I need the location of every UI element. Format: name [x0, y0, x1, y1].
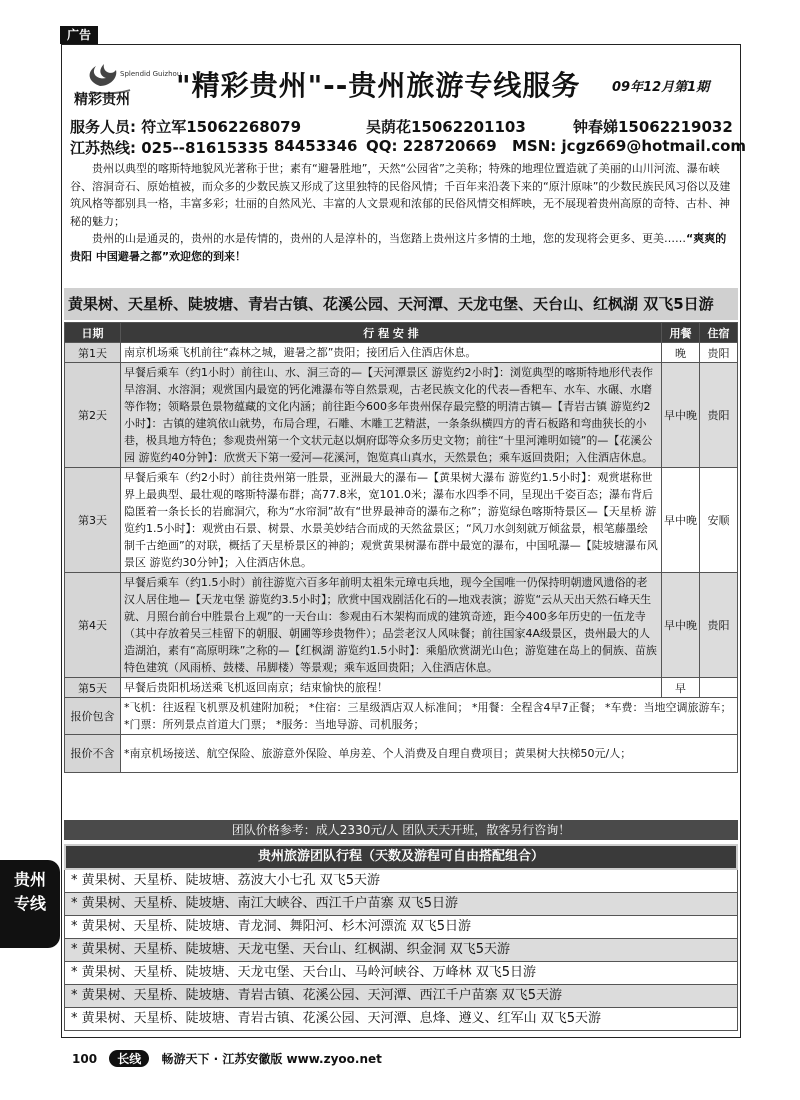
tour-list-heading: 贵州旅游团队行程（天数及游程可自由搭配组合）	[64, 844, 738, 870]
day-cell: 第1天	[65, 343, 121, 363]
meal-cell: 晚	[662, 343, 700, 363]
section-side-tab	[0, 860, 60, 948]
footer-text: 畅游天下 · 江苏安徽版 www.zyoo.net	[161, 1052, 382, 1066]
list-item: * 黄果树、天星桥、陡坡塘、青岩古镇、花溪公园、天河潭、西江千户苗寨 双飞5天游	[64, 985, 738, 1008]
page-title: "精彩贵州"--贵州旅游专线服务	[176, 69, 581, 102]
list-item: * 黄果树、天星桥、陡坡塘、天龙屯堡、天台山、红枫湖、织金洞 双飞5天游	[64, 939, 738, 962]
price-exclude-row	[65, 735, 738, 773]
header-plan: 行 程 安 排	[121, 323, 662, 343]
stay-cell	[700, 678, 738, 698]
qq-label: QQ:	[366, 137, 398, 155]
footer	[72, 1050, 382, 1067]
logo-subtext: Splendid Guizhou	[120, 70, 182, 78]
list-item: * 黄果树、天星桥、陡坡塘、青岩古镇、花溪公园、天河潭、息烽、遵义、红军山 双飞5天游	[64, 1008, 738, 1031]
stay-cell: 贵阳	[700, 343, 738, 363]
header-day: 日期	[65, 323, 121, 343]
ad-tag: 广告	[60, 26, 98, 44]
intro-paragraph-2	[70, 230, 734, 265]
contact-staff-row	[70, 116, 301, 137]
plan-cell: 早餐后贵阳机场送乘飞机返回南京；结束愉快的旅程！	[121, 678, 662, 698]
hotline-1: 025--81615335	[141, 139, 269, 157]
msn-label: MSN:	[512, 137, 557, 155]
stay-cell: 安顺	[700, 468, 738, 573]
table-row	[65, 573, 738, 678]
issue-label: 09年12月第1期	[612, 80, 710, 95]
stay-cell: 贵阳	[700, 363, 738, 468]
meal-cell: 早	[662, 678, 700, 698]
list-item: * 黄果树、天星桥、陡坡塘、南江大峡谷、西江千户苗寨 双飞5日游	[64, 893, 738, 916]
list-item: * 黄果树、天星桥、陡坡塘、青龙洞、舞阳河、杉木河漂流 双飞5日游	[64, 916, 738, 939]
plan-cell: 早餐后乘车（约2小时）前往贵州第一胜景，亚洲最大的瀑布—【黄果树大瀑布 游览约1.5小时】：观赏堪称世界上最典型、最壮观的喀斯特瀑布群；高77.8米，宽101.0米；瀑布水四季不同，呈现出千姿百态；瀑布背后隐匿着一条长长的岩廊洞穴，称为“水帘洞”故有“世界最神奇的瀑布之称”；游览绿色喀斯特景区—【天星桥 游览约1.5小时】：观赏由石景、树景、水景美妙结合而成的天然盆景区；“风刀水剑刻就万倾盆景，根笔藤墨绘制千古绝画”的对联，概括了天星桥景区的神韵；观赏黄果树瀑布群中最宽的瀑布，中国吼瀑—【陡坡塘瀑布风景区 游览约30分钟】；入住酒店休息。	[121, 468, 662, 573]
day-cell: 第5天	[65, 678, 121, 698]
meal-cell: 早中晚	[662, 468, 700, 573]
day-cell: 第2天	[65, 363, 121, 468]
qq-value: 228720669	[402, 137, 497, 155]
intro-text	[70, 160, 734, 265]
intro-slogan: “爽爽的贵阳 中国避暑之都”	[70, 232, 727, 263]
day-cell: 第4天	[65, 573, 121, 678]
msn-row	[512, 137, 746, 155]
staff-3: 钟春娣15062219032	[573, 118, 733, 136]
plan-cell: 早餐后乘车（约1小时）前往山、水、洞三奇的—【天河潭景区 游览约2小时】：浏览典型的喀斯特地形代表作旱溶洞、水溶洞；观赏国内最宽的钙化滩瀑布等自然景观，古老民族文化的代表—香粑车、水车、水碾、水磨等作物；领略景色景物蕴藏的文化内涵；前往距今600多年贵州保存最完整的明清古镇—【青岩古镇 游览约2小时】：古镇的建筑依山就势，布局合理，石雕、木雕工艺精湛，一条条纵横四方的青石板路和弯曲狭长的小巷，极具地方特色；参观贵州第一个文状元赵以炯府邸等众多历史文物；前往“十里河滩明如镜”的—【花溪公园 游览约40分钟】：欣赏天下第一爱河—花溪河，饱览真山真水，天然景色；乘车返回贵阳；入住酒店休息。	[121, 363, 662, 468]
plan-cell: 早餐后乘车（约1.5小时）前往游览六百多年前明太祖朱元璋屯兵地，现今全国唯一仍保持明朝遗风遗俗的老汉人居住地—【天龙屯堡 游览约3.5小时】；欣赏中国戏剧活化石的—地戏表演；游览“云从天出天然石峰天生就、月照台前台中胜景台上观”的一天台山：参观由石木架构而成的建筑奇迹，距今400多年历史的一伍龙寺（其中存放着吴三桂留下的朝服、朝圃等珍贵物件）；品尝老汉人风味餐；前往国家4A级景区，贵州最大的人造湖泊，素有“高原明珠”之称的—【红枫湖 游览约1.5小时】：乘船欣赏湖光山色；游览建在岛上的侗族、苗族特色建筑（风雨桥、鼓楼、吊脚楼）等景观；乘车返回贵阳；入住酒店休息。	[121, 573, 662, 678]
side-tab-line-2: 专线	[13, 894, 46, 913]
hotline-2: 84453346	[274, 137, 358, 155]
intro-paragraph-1: 贵州以典型的喀斯特地貌风光著称于世；素有“避暑胜地”，天然“公园省”之美称；特殊的地理位置造就了美丽的山川河流、瀑布峡谷、溶洞奇石、原始植被，而众多的少数民族又形成了这里独特的民俗风情；千百年来沿袭下来的“原汁原味”的少数民族民风习俗以及建筑风格等都别具一格，丰富多彩；壮丽的自然风光、丰富的人文景观和浓郁的民俗风情交相辉映，无不展现着贵州高原的奇特、古朴、神秘的魅力；	[70, 162, 731, 228]
staff-1: 符立军15062268079	[141, 118, 302, 136]
staff-2: 吴荫花15062201103	[366, 118, 526, 136]
side-tab-line-1: 贵州	[13, 870, 46, 889]
msn-value: jcgz669@hotmail.com	[561, 137, 747, 155]
price-exclude-label: 报价不含	[65, 735, 121, 773]
list-item: * 黄果树、天星桥、陡坡塘、荔波大小七孔 双飞5天游	[64, 870, 738, 893]
footer-badge: 长线	[109, 1050, 149, 1067]
plan-cell: 南京机场乘飞机前往“森林之城，避暑之都”贵阳；接团后入住酒店休息。	[121, 343, 662, 363]
group-price-banner: 团队价格参考：成人2330元/人 团队天天开班，散客另行咨询！	[64, 820, 738, 840]
header-meal: 用餐	[662, 323, 700, 343]
price-include-text: *飞机：往返程飞机票及机建附加税； *住宿：三星级酒店双人标准间； *用餐：全程含4早7正餐； *车费：当地空调旅游车； *门票：所列景点首道大门票； *服务：当地导游、司机服务；	[121, 698, 738, 735]
table-row	[65, 363, 738, 468]
meal-cell: 早中晚	[662, 363, 700, 468]
logo-icon	[70, 52, 182, 108]
price-exclude-text: *南京机场接送、航空保险、旅游意外保险、单房差、个人消费及自理自费项目；黄果树大扶梯50元/人；	[121, 735, 738, 773]
tour-list	[64, 870, 738, 1031]
hotline-row	[70, 137, 269, 158]
price-include-row	[65, 698, 738, 735]
stay-cell: 贵阳	[700, 573, 738, 678]
table-row	[65, 343, 738, 363]
route-title: 黄果树、天星桥、陡坡塘、青岩古镇、花溪公园、天河潭、天龙屯堡、天台山、红枫湖 双飞5日游	[64, 288, 738, 320]
logo-text: 精彩贵州	[74, 92, 130, 108]
price-include-label: 报价包含	[65, 698, 121, 735]
table-row	[65, 678, 738, 698]
intro-p2-text: 贵州的山是通灵的，贵州的水是传情的，贵州的人是淳朴的，当您踏上贵州这片多情的土地，您的发现将会更多、更美……	[92, 232, 686, 245]
itinerary-table	[64, 322, 738, 773]
page-number: 100	[72, 1052, 98, 1066]
table-row	[65, 468, 738, 573]
qq-row	[366, 137, 497, 155]
header-stay: 住宿	[700, 323, 738, 343]
meal-cell: 早中晚	[662, 573, 700, 678]
staff-label: 服务人员:	[70, 118, 136, 136]
day-cell: 第3天	[65, 468, 121, 573]
list-item: * 黄果树、天星桥、陡坡塘、天龙屯堡、天台山、马岭河峡谷、万峰林 双飞5日游	[64, 962, 738, 985]
intro-welcome: 欢迎您的到来！	[169, 249, 247, 263]
hotline-label: 江苏热线:	[70, 139, 136, 157]
